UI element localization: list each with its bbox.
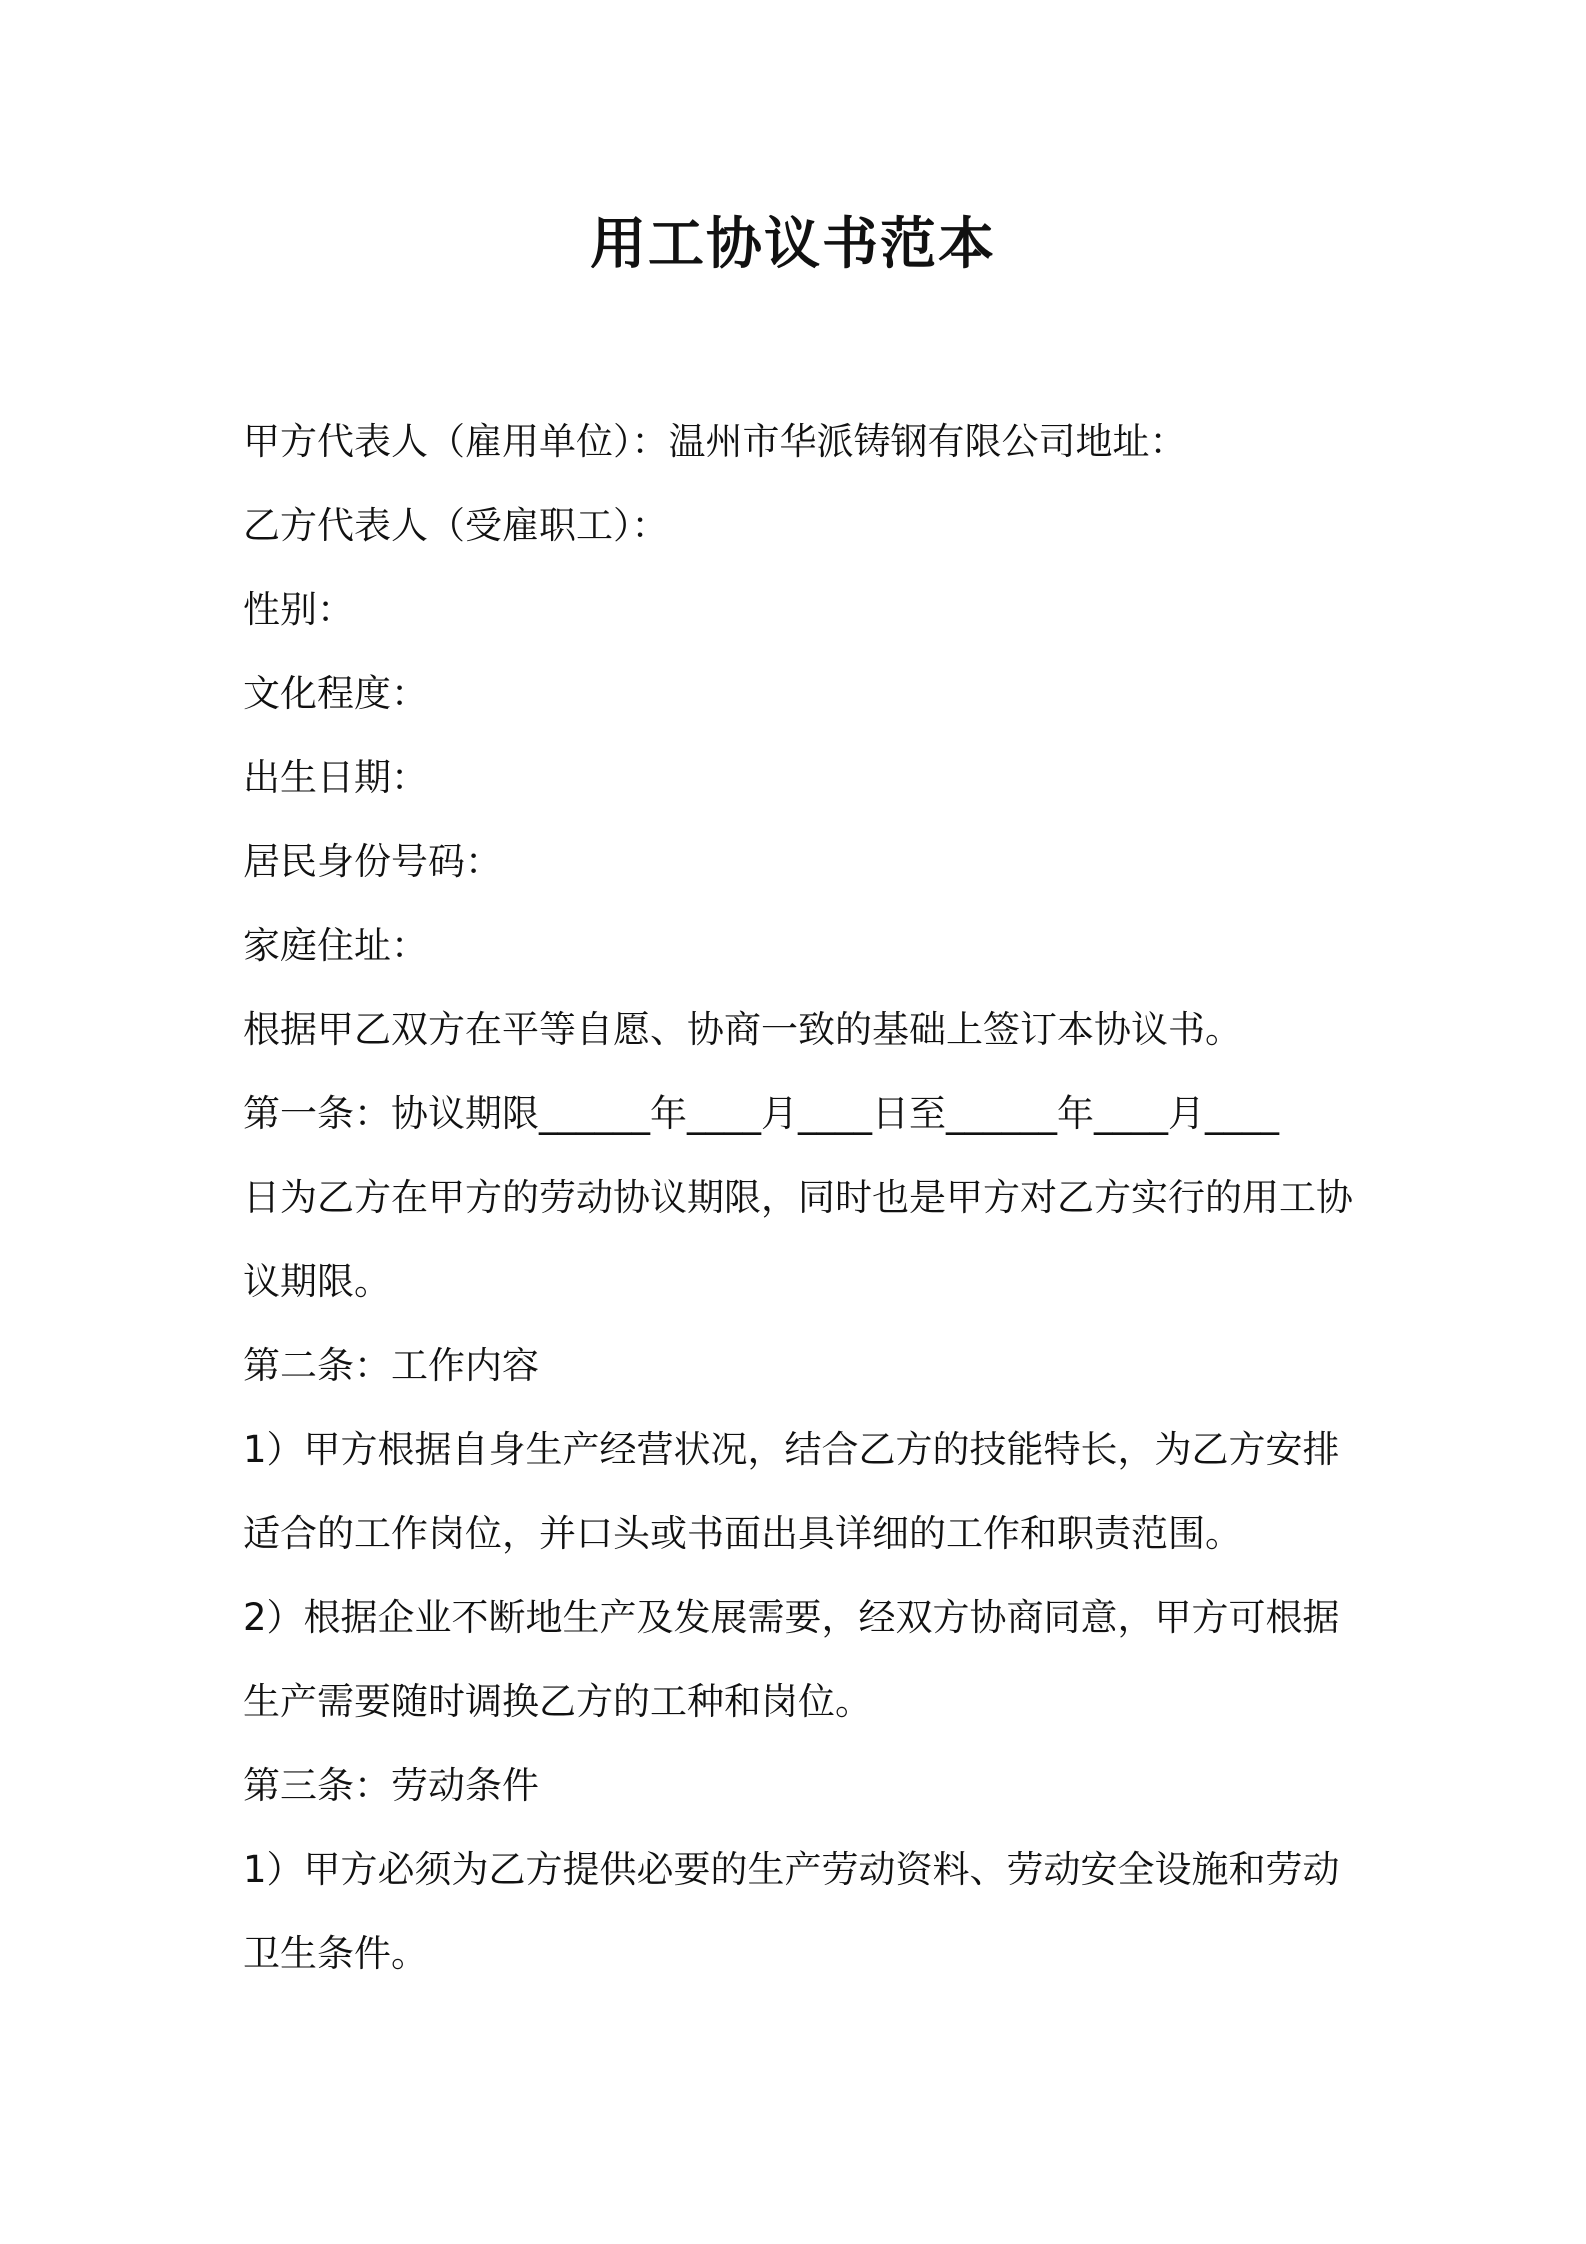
document-body <box>243 400 1353 1996</box>
birth-date-line: 出生日期： <box>243 756 428 799</box>
article-3-item-1-line-2: 卫生条件。 <box>243 1932 428 1975</box>
article-1-line-3: 议期限。 <box>243 1260 391 1303</box>
home-address-line: 家庭住址： <box>243 924 428 967</box>
document-title: 用工协议书范本 <box>590 212 996 277</box>
article-3-item-1-line-1: 1）甲方必须为乙方提供必要的生产劳动资料、劳动安全设施和劳动 <box>243 1848 1340 1891</box>
party-b-line: 乙方代表人（受雇职工）： <box>243 504 669 547</box>
article-2-item-1-line-1: 1）甲方根据自身生产经营状况，结合乙方的技能特长，为乙方安排 <box>243 1428 1340 1471</box>
article-3-heading: 第三条：劳动条件 <box>243 1764 539 1807</box>
article-2-heading: 第二条：工作内容 <box>243 1344 539 1387</box>
agreement-basis-line: 根据甲乙双方在平等自愿、协商一致的基础上签订本协议书。 <box>243 1008 1242 1051</box>
article-2-item-1-line-2: 适合的工作岗位，并口头或书面出具详细的工作和职责范围。 <box>243 1512 1242 1555</box>
article-1-line-1: 第一条：协议期限______年____月____日至______年____月____ <box>243 1092 1279 1135</box>
article-2-item-2-line-1: 2）根据企业不断地生产及发展需要，经双方协商同意，甲方可根据 <box>243 1596 1340 1639</box>
id-number-line: 居民身份号码： <box>243 840 502 883</box>
party-a-line: 甲方代表人（雇用单位）：温州市华派铸钢有限公司地址： <box>243 420 1187 463</box>
article-2-item-2-line-2: 生产需要随时调换乙方的工种和岗位。 <box>243 1680 872 1723</box>
gender-line: 性别： <box>243 588 354 631</box>
article-1-line-2: 日为乙方在甲方的劳动协议期限，同时也是甲方对乙方实行的用工协 <box>243 1176 1353 1219</box>
education-line: 文化程度： <box>243 672 428 715</box>
